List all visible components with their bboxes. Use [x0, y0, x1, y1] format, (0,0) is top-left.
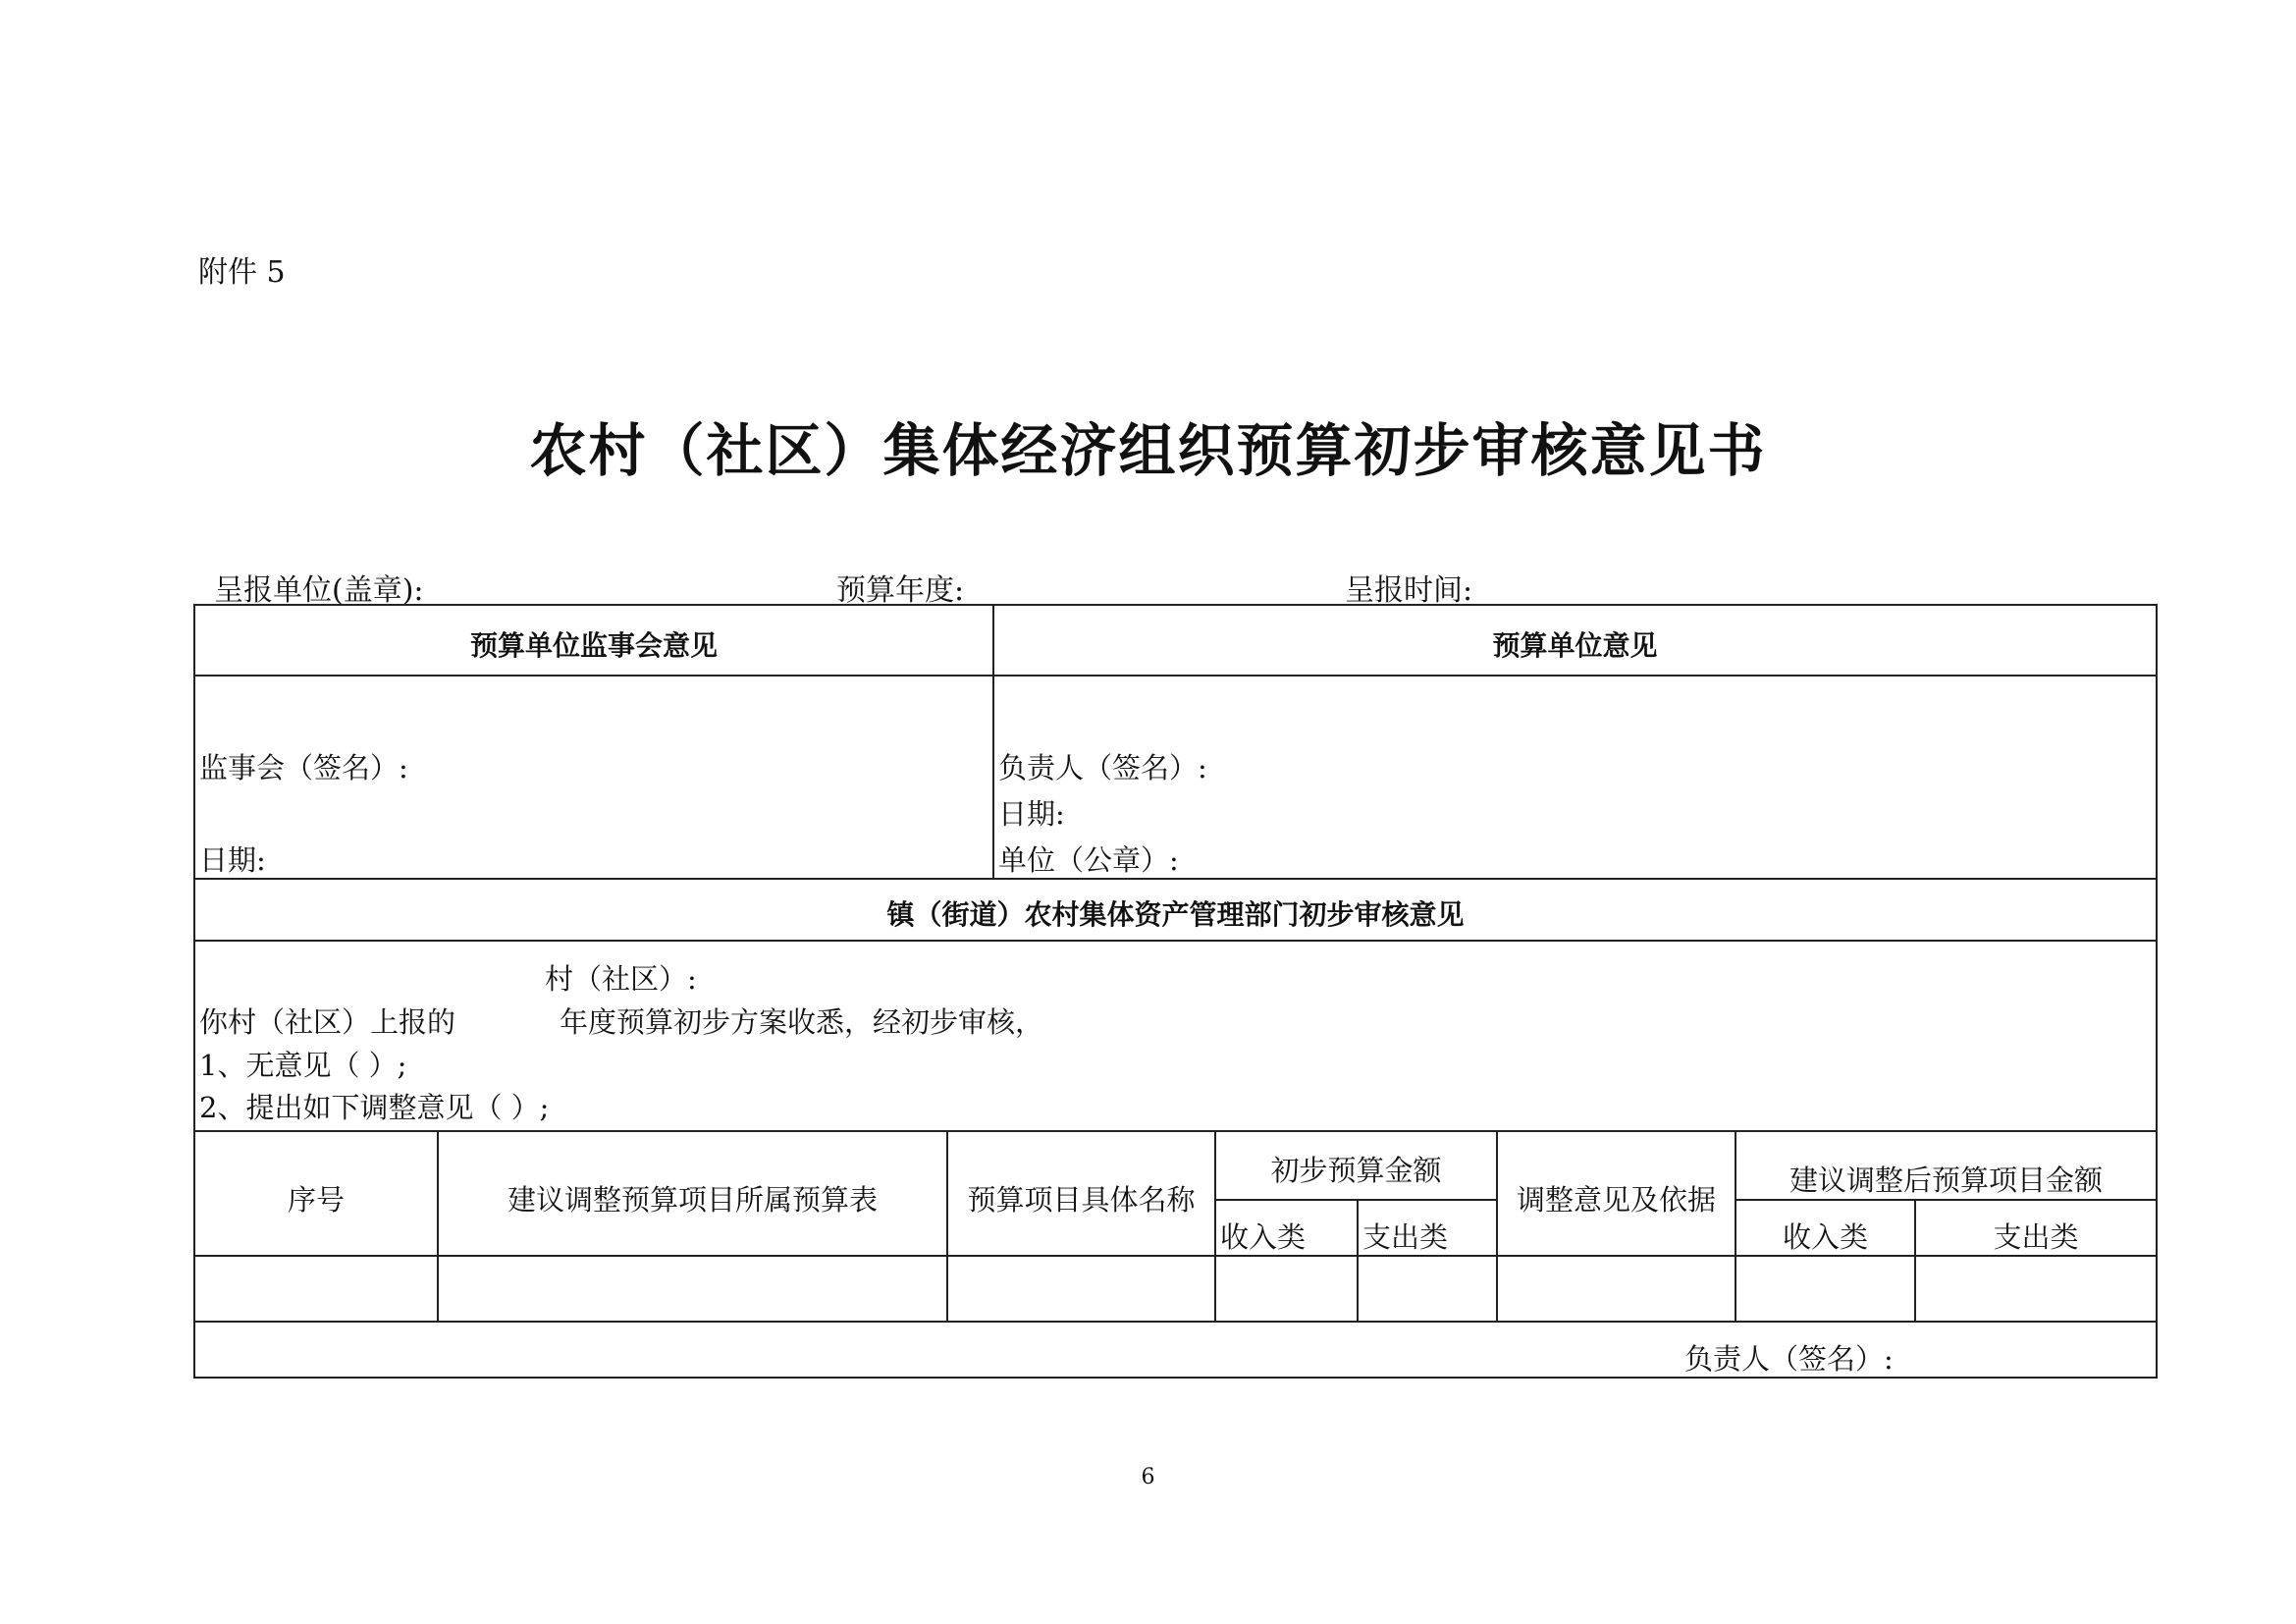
- responsible-person-signature-label: 负责人（签名）:: [998, 751, 1207, 785]
- column-header-opinion: 调整意见及依据: [1516, 1183, 1716, 1217]
- village-name-label: 村（社区）:: [545, 962, 697, 996]
- column-header-adjusted-amount: 建议调整后预算项目金额: [1789, 1164, 2103, 1197]
- report-line-end: 年度预算初步方案收悉，经初步审核，: [560, 1005, 1044, 1039]
- budget-unit-date-label: 日期:: [998, 797, 1065, 831]
- column-header-adjusted-expense: 支出类: [1993, 1220, 2079, 1254]
- option-adjustment: 2、提出如下调整意见（ ）;: [199, 1091, 550, 1124]
- page-title: 农村（社区）集体经济组织预算初步审核意见书: [529, 417, 1767, 484]
- column-header-seq: 序号: [287, 1183, 345, 1217]
- attachment-label: 附件 5: [198, 255, 286, 290]
- budget-year-label: 预算年度:: [836, 573, 965, 608]
- supervisory-board-opinion-heading: 预算单位监事会意见: [469, 629, 718, 662]
- supervisory-board-signature-label: 监事会（签名）:: [199, 751, 408, 785]
- option-no-opinion: 1、无意见（ ）;: [199, 1049, 407, 1082]
- column-header-adjusted-income: 收入类: [1782, 1220, 1868, 1254]
- report-time-label: 呈报时间:: [1345, 573, 1473, 608]
- town-review-opinion-heading: 镇（街道）农村集体资产管理部门初步审核意见: [886, 898, 1465, 931]
- footer-signature-label: 负责人（签名）:: [1684, 1342, 1894, 1376]
- column-header-initial-expense: 支出类: [1362, 1220, 1449, 1254]
- supervisory-board-date-label: 日期:: [199, 843, 266, 877]
- report-unit-label: 呈报单位(盖章):: [214, 573, 424, 608]
- column-header-item-name: 预算项目具体名称: [967, 1183, 1196, 1217]
- report-line-start: 你村（社区）上报的: [199, 1005, 456, 1039]
- column-header-initial-amount: 初步预算金额: [1270, 1154, 1442, 1187]
- column-header-initial-income: 收入类: [1220, 1220, 1307, 1254]
- budget-unit-opinion-heading: 预算单位意见: [1492, 629, 1658, 662]
- page-number: 6: [1141, 1465, 1155, 1489]
- budget-unit-seal-label: 单位（公章）:: [998, 843, 1179, 877]
- column-header-budget-table: 建议调整预算项目所属预算表: [507, 1183, 878, 1217]
